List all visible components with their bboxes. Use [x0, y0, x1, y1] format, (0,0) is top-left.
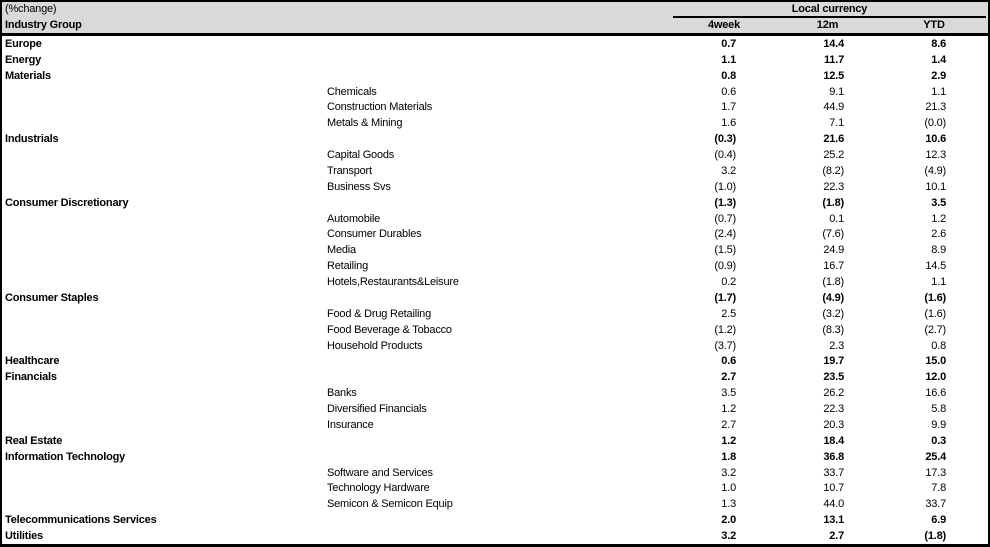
value-cell-12m: (8.2): [822, 164, 844, 177]
table-row: [2, 354, 988, 370]
value-cell-4week: (1.5): [714, 244, 736, 257]
value-cell-ytd: 7.8: [931, 482, 946, 495]
table-row: [2, 481, 988, 497]
value-cell-4week: (1.7): [714, 291, 736, 304]
value-cell-4week: 2.7: [721, 418, 736, 431]
value-cell-4week: 1.2: [721, 434, 736, 447]
value-cell-4week: 1.3: [721, 498, 736, 511]
value-cell-12m: 16.7: [823, 260, 844, 273]
value-cell-4week: 0.2: [721, 276, 736, 289]
table-row: [2, 369, 988, 385]
value-cell-4week: 0.6: [721, 355, 736, 368]
header-row-columns: [2, 18, 988, 33]
value-cell-ytd: 14.5: [925, 260, 946, 273]
value-cell-12m: 22.3: [823, 180, 844, 193]
sub-industry-label: Household Products: [327, 339, 423, 352]
value-cell-4week: 1.7: [721, 101, 736, 114]
value-cell-ytd: (4.9): [924, 164, 946, 177]
value-cell-12m: 24.9: [823, 244, 844, 257]
table-row: [2, 258, 988, 274]
value-cell-ytd: 10.1: [925, 180, 946, 193]
sub-industry-label: Business Svs: [327, 180, 391, 193]
value-cell-4week: 3.2: [721, 164, 736, 177]
table-row: [2, 512, 988, 528]
value-cell-4week: 3.2: [721, 466, 736, 479]
value-cell-4week: 2.5: [721, 307, 736, 320]
table-row: [2, 401, 988, 417]
value-cell-4week: (0.9): [714, 260, 736, 273]
value-cell-12m: 9.1: [829, 85, 844, 98]
value-cell-12m: 22.3: [823, 403, 844, 416]
value-cell-ytd: 25.4: [925, 450, 946, 463]
value-cell-12m: 10.7: [823, 482, 844, 495]
table-row: [2, 449, 988, 465]
table-row: [2, 306, 988, 322]
table-row: [2, 211, 988, 227]
value-cell-4week: 2.7: [721, 371, 736, 384]
value-cell-12m: 25.2: [823, 149, 844, 162]
value-cell-12m: 20.3: [823, 418, 844, 431]
value-cell-12m: (3.2): [822, 307, 844, 320]
table-row: [2, 68, 988, 84]
value-cell-ytd: 8.9: [931, 244, 946, 257]
industry-group-label: Industrials: [5, 133, 59, 146]
sub-industry-label: Chemicals: [327, 85, 377, 98]
value-cell-ytd: 6.9: [931, 514, 946, 527]
industry-group-label: Europe: [5, 37, 42, 50]
table-row: [2, 147, 988, 163]
sub-industry-label: Retailing: [327, 260, 369, 273]
value-cell-4week: (0.7): [714, 212, 736, 225]
value-cell-ytd: 1.2: [931, 212, 946, 225]
value-cell-4week: (1.3): [714, 196, 736, 209]
value-cell-12m: 23.5: [823, 371, 844, 384]
value-cell-ytd: (1.8): [924, 530, 946, 543]
industry-group-label: Real Estate: [5, 434, 63, 447]
value-cell-4week: 1.8: [721, 450, 736, 463]
industry-group-label: Financials: [5, 371, 57, 384]
value-cell-12m: 0.1: [829, 212, 844, 225]
value-cell-4week: 0.7: [721, 37, 736, 50]
industry-group-label: Telecommunications Services: [5, 514, 157, 527]
table-row: [2, 242, 988, 258]
sub-industry-label: Construction Materials: [327, 101, 433, 114]
sub-industry-label: Technology Hardware: [327, 482, 430, 495]
value-cell-12m: 44.0: [823, 498, 844, 511]
value-cell-ytd: 10.6: [925, 133, 946, 146]
table-row: [2, 36, 988, 52]
table-row: [2, 131, 988, 147]
value-cell-12m: 36.8: [823, 450, 844, 463]
value-cell-4week: 1.6: [721, 117, 736, 130]
value-cell-4week: (1.2): [714, 323, 736, 336]
value-cell-ytd: 17.3: [925, 466, 946, 479]
value-cell-12m: (7.6): [822, 228, 844, 241]
table-row: [2, 163, 988, 179]
sub-industry-label: Semicon & Semicon Equip: [327, 498, 453, 511]
value-cell-ytd: (2.7): [924, 323, 946, 336]
industry-group-label: Materials: [5, 69, 51, 82]
value-cell-12m: 44.9: [823, 101, 844, 114]
value-cell-ytd: 1.1: [931, 85, 946, 98]
sub-industry-label: Food & Drug Retailing: [327, 307, 432, 320]
value-cell-12m: 19.7: [823, 355, 844, 368]
value-cell-12m: 18.4: [823, 434, 844, 447]
sub-industry-label: Consumer Durables: [327, 228, 422, 241]
value-cell-ytd: 5.8: [931, 403, 946, 416]
table-row: [2, 195, 988, 211]
table-header: [2, 2, 988, 36]
sub-industry-label: Diversified Financials: [327, 403, 427, 416]
value-cell-12m: (1.8): [822, 276, 844, 289]
value-cell-12m: 33.7: [823, 466, 844, 479]
value-cell-4week: (1.0): [714, 180, 736, 193]
value-cell-12m: 26.2: [823, 387, 844, 400]
value-cell-12m: (8.3): [822, 323, 844, 336]
column-header-12m: 12m: [816, 19, 839, 31]
column-header-ytd: YTD: [923, 19, 945, 31]
value-cell-ytd: (1.6): [924, 291, 946, 304]
value-cell-4week: (2.4): [714, 228, 736, 241]
table-row: [2, 465, 988, 481]
value-cell-ytd: 1.1: [931, 276, 946, 289]
table-row: [2, 496, 988, 512]
value-cell-4week: 3.2: [721, 530, 736, 543]
value-cell-12m: 2.7: [829, 530, 844, 543]
value-cell-4week: (0.4): [714, 149, 736, 162]
local-currency-header: Local currency: [673, 2, 986, 18]
value-cell-ytd: 0.8: [931, 339, 946, 352]
table-row: [2, 385, 988, 401]
industry-group-header: Industry Group: [5, 19, 82, 31]
table-row: [2, 290, 988, 306]
industry-group-label: Utilities: [5, 530, 43, 543]
value-cell-ytd: 12.0: [925, 371, 946, 384]
industry-group-label: Information Technology: [5, 450, 126, 463]
value-cell-12m: (1.8): [822, 196, 844, 209]
value-cell-ytd: (0.0): [924, 117, 946, 130]
value-cell-ytd: (1.6): [924, 307, 946, 320]
table-row: [2, 338, 988, 354]
table-row: [2, 274, 988, 290]
value-cell-4week: 1.1: [721, 53, 736, 66]
value-cell-ytd: 2.9: [931, 69, 946, 82]
value-cell-4week: 0.8: [721, 69, 736, 82]
value-cell-12m: (4.9): [822, 291, 844, 304]
value-cell-12m: 2.3: [829, 339, 844, 352]
industry-group-label: Consumer Discretionary: [5, 196, 129, 209]
value-cell-ytd: 3.5: [931, 196, 946, 209]
value-cell-4week: 0.6: [721, 85, 736, 98]
value-cell-4week: 1.0: [721, 482, 736, 495]
value-cell-4week: (3.7): [714, 339, 736, 352]
percent-change-label: (%change): [5, 3, 57, 15]
value-cell-12m: 11.7: [823, 53, 844, 66]
value-cell-ytd: 8.6: [931, 37, 946, 50]
industry-group-label: Consumer Staples: [5, 291, 99, 304]
value-cell-ytd: 15.0: [925, 355, 946, 368]
table-row: [2, 115, 988, 131]
table-body: [2, 36, 988, 544]
value-cell-12m: 12.5: [823, 69, 844, 82]
value-cell-4week: (0.3): [714, 133, 736, 146]
sub-industry-label: Hotels,Restaurants&Leisure: [327, 276, 459, 289]
sub-industry-label: Software and Services: [327, 466, 433, 479]
value-cell-12m: 21.6: [823, 133, 844, 146]
value-cell-ytd: 1.4: [931, 53, 946, 66]
sub-industry-label: Insurance: [327, 418, 374, 431]
table-row: [2, 84, 988, 100]
value-cell-ytd: 21.3: [925, 101, 946, 114]
value-cell-ytd: 16.6: [925, 387, 946, 400]
table-row: [2, 179, 988, 195]
sub-industry-label: Automobile: [327, 212, 381, 225]
table-row: [2, 322, 988, 338]
value-cell-ytd: 0.3: [931, 434, 946, 447]
table-row: [2, 52, 988, 68]
industry-group-label: Energy: [5, 53, 42, 66]
sub-industry-label: Media: [327, 244, 356, 257]
value-cell-ytd: 2.6: [931, 228, 946, 241]
value-cell-12m: 13.1: [823, 514, 844, 527]
value-cell-4week: 2.0: [721, 514, 736, 527]
sub-industry-label: Banks: [327, 387, 357, 400]
table-row: [2, 100, 988, 116]
value-cell-ytd: 12.3: [925, 149, 946, 162]
table-row: [2, 528, 988, 544]
industry-group-label: Healthcare: [5, 355, 60, 368]
value-cell-ytd: 33.7: [925, 498, 946, 511]
table-row: [2, 227, 988, 243]
column-header-4week: 4week: [707, 19, 741, 31]
value-cell-12m: 7.1: [829, 117, 844, 130]
sub-industry-label: Food Beverage & Tobacco: [327, 323, 452, 336]
header-row-currency: [2, 2, 988, 18]
table-row: [2, 433, 988, 449]
sub-industry-label: Transport: [327, 164, 372, 177]
value-cell-12m: 14.4: [823, 37, 844, 50]
value-cell-ytd: 9.9: [931, 418, 946, 431]
sub-industry-label: Capital Goods: [327, 149, 395, 162]
table-row: [2, 417, 988, 433]
sub-industry-label: Metals & Mining: [327, 117, 403, 130]
value-cell-4week: 3.5: [721, 387, 736, 400]
value-cell-4week: 1.2: [721, 403, 736, 416]
